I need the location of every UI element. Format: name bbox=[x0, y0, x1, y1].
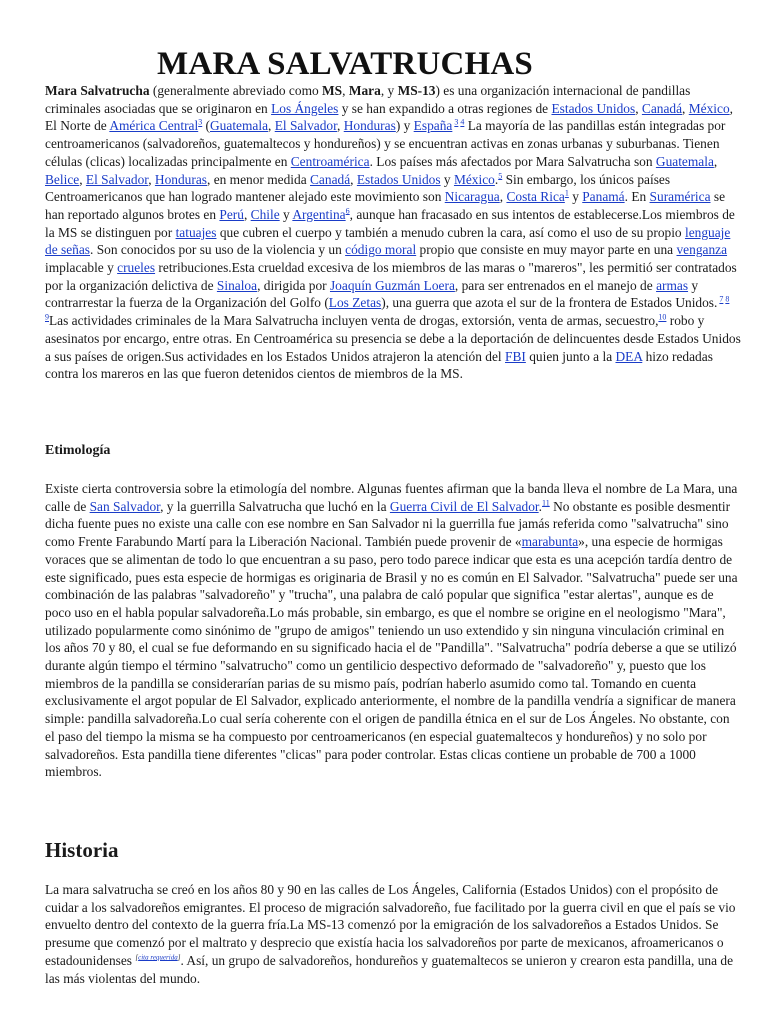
link-guerra-civil-el-salvador[interactable]: Guerra Civil de El Salvador bbox=[389, 498, 539, 514]
link-mexico[interactable]: México bbox=[453, 171, 495, 187]
link-suramerica[interactable]: Suramérica bbox=[649, 189, 711, 205]
link-canada[interactable]: Canadá bbox=[310, 171, 351, 187]
link-codigo-moral[interactable]: código moral bbox=[345, 242, 417, 258]
reference-link[interactable]: 8 bbox=[725, 294, 730, 304]
link-estados-unidos[interactable]: Estados Unidos bbox=[356, 171, 441, 187]
bold-term: Mara Salvatrucha bbox=[45, 83, 150, 98]
reference-link[interactable]: 10 bbox=[658, 312, 667, 322]
link-el-salvador[interactable]: El Salvador bbox=[85, 171, 149, 187]
link-estados-unidos[interactable]: Estados Unidos bbox=[551, 100, 636, 116]
page-title: MARA SALVATRUCHAS bbox=[157, 46, 533, 82]
link-centroamerica[interactable]: Centroamérica bbox=[290, 153, 370, 169]
citation-needed-link[interactable]: cita requerida bbox=[138, 953, 178, 962]
historia-paragraph: La mara salvatrucha se creó en los años 80 y 90 en las calles de Los Ángeles, California (Estados Unidos) con el propósito de cuidar a los salvadoreños emigrantes. El proceso de migración salvadoreño, fue facilitado por la guerra civil en que el país se vio envuelto dentro del contexto de la guerra fría.La MS-13 comenzó por la emigración de los salvadoreños a Estados Unidos. Se presume que comenzó por el maltrato y desprecio que existía hacia los salvadoreños por parte de mexicanos, afroamericanos o estadounidenses [cita requerida]. Así, un grupo de salvadoreños, hondureños y guatemaltecos se unieron y crearon esta pandilla, una de las más violentas del mundo. bbox=[45, 882, 736, 986]
link-los-zetas[interactable]: Los Zetas bbox=[328, 295, 382, 311]
reference-link[interactable]: 9 bbox=[45, 312, 49, 322]
link-honduras[interactable]: Honduras bbox=[154, 171, 207, 187]
link-tatuajes[interactable]: tatuajes bbox=[175, 224, 217, 240]
link-lenguaje-de-senas[interactable]: lenguaje de señas bbox=[45, 224, 731, 258]
link-chile[interactable]: Chile bbox=[250, 206, 280, 222]
bold-term: MS bbox=[322, 83, 343, 98]
link-joaquin-guzman-loera[interactable]: Joaquín Guzmán Loera bbox=[329, 277, 455, 293]
link-canada[interactable]: Canadá bbox=[641, 100, 683, 116]
reference-link[interactable]: 5 bbox=[498, 171, 503, 181]
intro-paragraph: Mara Salvatrucha (generalmente abreviado como MS, Mara, y MS-13) es una organización internacional de pandillas criminales asociadas que se originaron en Los Ángeles y se han expandido a otras regiones de Estados Unidos, Canadá, México, El Norte de América Central$^3$ (Guatemala, El Salvador, Honduras) y España $^{3 4}$ La mayoría de las pandillas están integradas por centroamericanos (salvadoreños, guatemaltecos y hondureños) y se encuentran activas en zonas urbanas y suburbanas. Tienen células (clicas) localizadas principalmente en Centroamérica. Los países más afectados por Mara Salvatrucha son Guatemala, Belice, El Salvador, Honduras, en menor medida Canadá, Estados Unidos y México.$^5$ Sin embargo, los únicos países Centroamericanos que han logrado mantener alejado este movimiento son Nicaragua, Costa Rica$^1$ y Panamá. En Suramérica se han reportado algunos brotes en Perú, Chile y Argentina$^6$, aunque han fracasado en sus intentos de establecerse.Los miembros de la MS se distinguen por tatuajes que cubren el cuerpo y también a menudo cubren la cara, así como el uso de su propio lenguaje de señas. Son conocidos por su uso de la violencia y un código moral propio que consiste en muy mayor parte en una venganza implacable y crueles retribuciones.Esta crueldad excesiva de los miembros de las maras o "mareros", les permitió ser contratados por la organización delictiva de Sinaloa, dirigida por Joaquín Guzmán Loera, para ser entrenados en el manejo de armas y contrarrestar la fuerza de la Organización del Golfo (Los Zetas), una guerra que azota el sur de la frontera de Estados Unidos. $^{7 8 9}$Las actividades criminales de la Mara Salvatrucha incluyen venta de drogas, extorsión, venta de armas, secuestro,$^{10}$ robo y asesinatos por encargo, entre otras. En Centroamérica su presencia se debe a la deportación de delincuentes desde Estados Unidos a sus países de origen.Sus actividades en los Estados Unidos atrajeron la atención del FBI quien junto a la DEA hizo redadas contra los mareros en las que fueron detenidos cientos de miembros de la MS. bbox=[45, 83, 741, 382]
reference-link[interactable]: 1 bbox=[564, 188, 569, 198]
link-costa-rica[interactable]: Costa Rica bbox=[506, 189, 565, 205]
bold-term: MS-13 bbox=[397, 83, 436, 98]
link-crueles[interactable]: crueles bbox=[117, 260, 156, 276]
link-america-central[interactable]: América Central bbox=[109, 118, 199, 134]
link-los-angeles[interactable]: Los Ángeles bbox=[271, 100, 339, 116]
link-sinaloa[interactable]: Sinaloa bbox=[216, 277, 258, 293]
etimologia-paragraph: Existe cierta controversia sobre la etimología del nombre. Algunas fuentes afirman que la banda lleva el nombre de La Mara, una calle de San Salvador, y la guerrilla Salvatrucha que luchó en la Guerra Civil de El Salvador.$^{11}$ No obstante es posible desmentir dicha fuente pues no existe una calle con ese nombre en San Salvador ni la guerrilla fue jamás referida como "salvatrucha" sino como Frente Farabundo Martí para la Liberación Nacional. También puede provenir de «marabunta», una especie de hormigas voraces que se alimentan de todo lo que encuentran a su paso, pero todo parece indicar que esta es una acepción tardía dentro de este significado, pues esta especie de hormigas es originaria de Brasil y no es común en El Salvador. "Salvatrucha" puede ser una combinación de las palabras "salvadoreño" y "trucha", una palabra de caló popular que significa "estar alertas", aunque es de poco uso en el habla popular salvadoreña.Lo más probable, sin embargo, es que el nombre se origine en el neologismo "Mara", utilizado popularmente como sinónimo de "grupo de amigos" teniendo un uso extendido y sin ninguna vinculación criminal en los años 70 y 80, el cual se fue deformando en su significado hacia el de "Pandilla". "Salvatrucha" podría deberse a que se utilizó durante algún tiempo el término "salvatrucho" como un gentilicio despectivo deformado de "salvadoreño" y, puesto que los miembros de la pandilla se considerarían parias de su mismo país, podrían haberlo asumido como tal. Tomando en cuenta exclusivamente el argot popular de El Salvador, explicado anteriormente, el nombre de la pandilla vendría a significar de manera simple: pandilla salvadoreña.Lo cual sería coherente con el origen de pandilla étnica en el sur de Los Ángeles. No obstante, con el paso del tiempo la misma se ha compuesto por centroamericanos (en especial guatemaltecos y hondureños) y no solo por salvadoreños. Esta pandilla tiene diferentes "clicas" para poder controlar. Estas clicas contiene un probable de 700 a 1000 miembros. bbox=[45, 481, 738, 780]
link-el-salvador[interactable]: El Salvador bbox=[274, 118, 338, 134]
link-san-salvador[interactable]: San Salvador bbox=[89, 498, 161, 514]
link-honduras[interactable]: Honduras bbox=[343, 118, 396, 134]
link-fbi[interactable]: FBI bbox=[505, 348, 526, 364]
link-armas[interactable]: armas bbox=[656, 277, 689, 293]
link-espana[interactable]: España bbox=[413, 118, 453, 134]
reference-link[interactable]: 7 bbox=[719, 294, 724, 304]
link-peru[interactable]: Perú bbox=[219, 206, 244, 222]
reference-link[interactable]: 4 bbox=[460, 117, 465, 127]
link-nicaragua[interactable]: Nicaragua bbox=[444, 189, 500, 205]
section-heading-etimologia: Etimología bbox=[45, 443, 111, 458]
link-guatemala[interactable]: Guatemala bbox=[655, 153, 714, 169]
link-venganza[interactable]: venganza bbox=[676, 242, 728, 258]
link-mexico[interactable]: México bbox=[688, 100, 730, 116]
reference-link[interactable]: 11 bbox=[542, 498, 550, 508]
link-panama[interactable]: Panamá bbox=[582, 189, 625, 205]
link-dea[interactable]: DEA bbox=[615, 348, 643, 364]
section-heading-historia: Historia bbox=[45, 838, 119, 862]
link-belice[interactable]: Belice bbox=[45, 171, 80, 187]
reference-link[interactable]: 6 bbox=[345, 206, 350, 216]
bold-term: Mara bbox=[348, 83, 381, 98]
link-argentina[interactable]: Argentina bbox=[292, 206, 346, 222]
link-guatemala[interactable]: Guatemala bbox=[210, 118, 269, 134]
link-marabunta[interactable]: marabunta bbox=[521, 534, 579, 550]
reference-link[interactable]: 3 bbox=[454, 117, 459, 127]
reference-link[interactable]: 3 bbox=[198, 117, 203, 127]
